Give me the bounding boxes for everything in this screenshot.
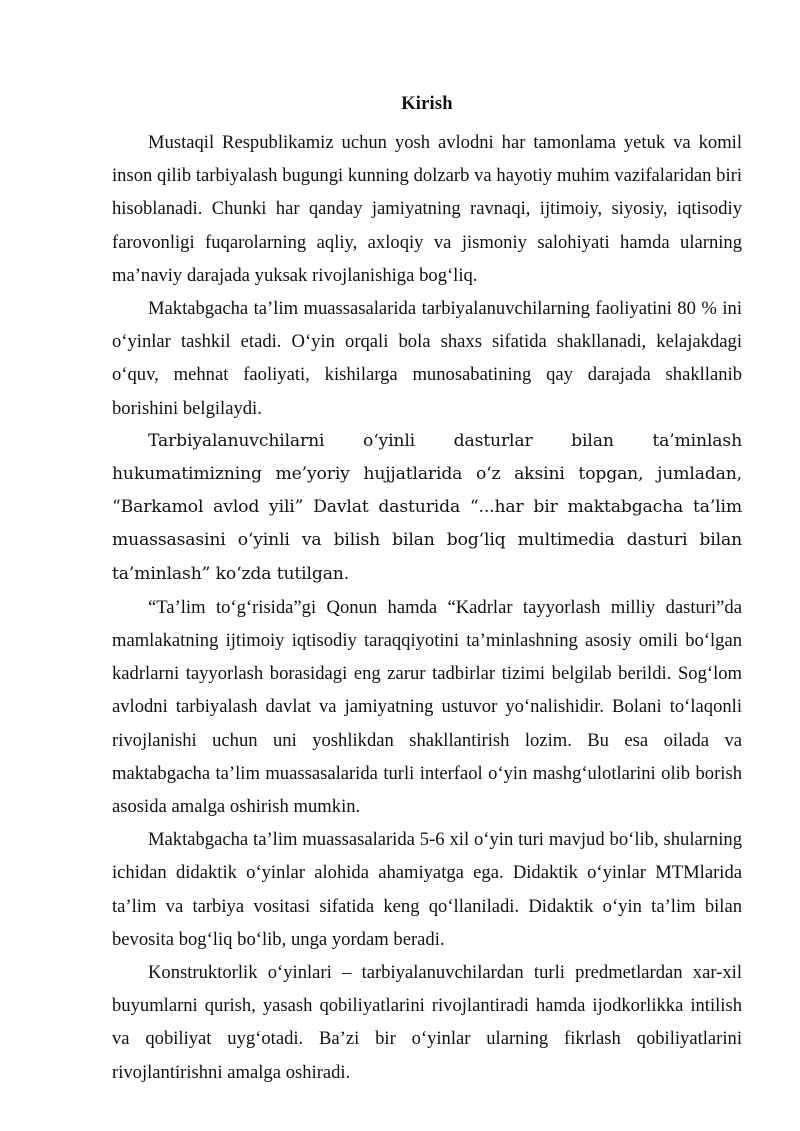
paragraph-2: Maktabgacha ta’lim muassasalarida tarbiyalanuvchilarning faoliyatini 80 % ini o‘yinlar tashkil etadi. O‘yin orqali bola shaxs sifatida shakllanadi, kelajakdagi o‘quv, mehnat faoliyati, kishilarga munosabatining qay darajada shakllanib borishini belgilaydi. [112,298,742,419]
paragraph-1: Mustaqil Respublikamiz uchun yosh avlodni har tamonlama yetuk va komil inson qilib tarbiyalash bugungi kunning dolzarb va hayotiy muhim vazifalaridan biri hisoblanadi. Chunki har qanday jamiyatning ravnaqi, ijtimoiy, siyosiy, iqtisodiy farovonligi fuqarolarning aqliy, axloqiy va jismoniy salohiyati hamda ularning ma’naviy darajada yuksak rivojlanishiga bog‘liq. [112,132,742,286]
paragraph-4: “Ta’lim to‘g‘risida”gi Qonun hamda “Kadrlar tayyorlash milliy dasturi”da mamlakatning ijtimoiy iqtisodiy taraqqiyotini ta’minlashning asosiy omili bo‘lgan kadrlarni tayyorlash borasidagi eng zarur tadbirlar tizimi belgilab berildi. Sog‘lom avlodni tarbiyalash davlat va jamiyatning ustuvor yo‘nalishidir. Bolani to‘laqonli rivojlanishi uchun uni yoshlikdan shakllantirish lozim. Bu esa oilada va maktabgacha ta’lim muassasalarida turli interfaol o‘yin mashg‘ulotlarini olib borish asosida amalga oshirish mumkin. [112,596,742,818]
document-body [112,88,742,1089]
paragraph-3: Tarbiyalanuvchilarni o‘yinli dasturlar bilan ta’minlash hukumatimizning me’yoriy hujjatlarida o‘z aksini topgan, jumladan, “Barkamol avlod yili” Davlat dasturida “...har bir maktabgacha ta’lim muassasasini o‘yinli va bilish bilan bog‘liq multimedia dasturi bilan ta’minlash” ko‘zda tutilgan. [112,430,742,584]
paragraph-6: Konstruktorlik o‘yinlari – tarbiyalanuvchilardan turli predmetlardan xar-xil buyumlarni qurish, yasash qobiliyatlarini rivojlantiradi hamda ijodkorlikka intilish va qobiliyat uyg‘otadi. Ba’zi bir o‘yinlar ularning fikrlash qobiliyatlarini rivojlantirishni amalga oshiradi. [112,962,742,1083]
page-title: Kirish [401,94,453,114]
paragraph-5: Maktabgacha ta’lim muassasalarida 5-6 xil o‘yin turi mavjud bo‘lib, shularning ichidan didaktik o‘yinlar alohida ahamiyatga ega. Didaktik o‘yinlar MTMlarida ta’lim va tarbiya vositasi sifatida keng qo‘llaniladi. Didaktik o‘yin ta’lim bilan bevosita bog‘liq bo‘lib, unga yordam beradi. [112,829,742,950]
